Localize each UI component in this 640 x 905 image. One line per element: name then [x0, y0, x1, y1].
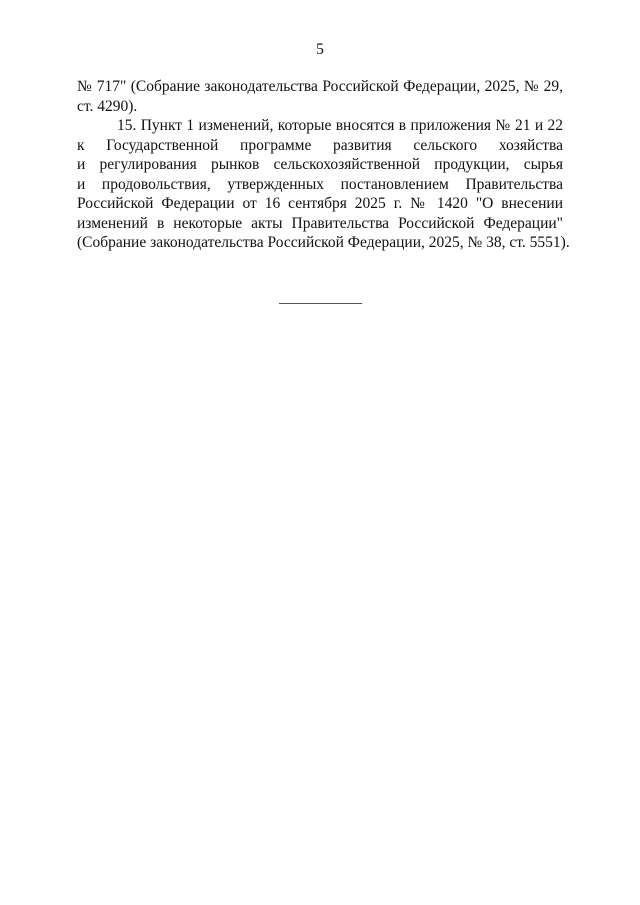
text-line: к Государственной программе развития сельского хозяйства — [77, 136, 563, 154]
text-line: 15. Пункт 1 изменений, которые вносятся в приложения № 21 и 22 — [117, 117, 563, 134]
end-divider-line — [279, 303, 362, 304]
paragraph-item-15 — [77, 116, 570, 253]
text-line: № 717" (Собрание законодательства Российской Федерации, 2025, № 29, — [77, 78, 563, 95]
text-line: (Собрание законодательства Российской Федерации, 2025, № 38, ст. 5551). — [77, 234, 570, 251]
text-line: изменений в некоторые акты Правительства Российской Федерации" — [77, 214, 563, 232]
text-line: ст. 4290). — [77, 97, 138, 115]
paragraph-continuation — [77, 77, 563, 116]
text-line: и продовольствия, утвержденных постановлением Правительства — [77, 175, 563, 193]
page-number: 5 — [316, 41, 324, 58]
text-line: и регулирования рынков сельскохозяйственной продукции, сырья — [77, 156, 563, 173]
text-line: Российской Федерации от 16 сентября 2025 г. № 1420 "О внесении — [77, 195, 563, 212]
